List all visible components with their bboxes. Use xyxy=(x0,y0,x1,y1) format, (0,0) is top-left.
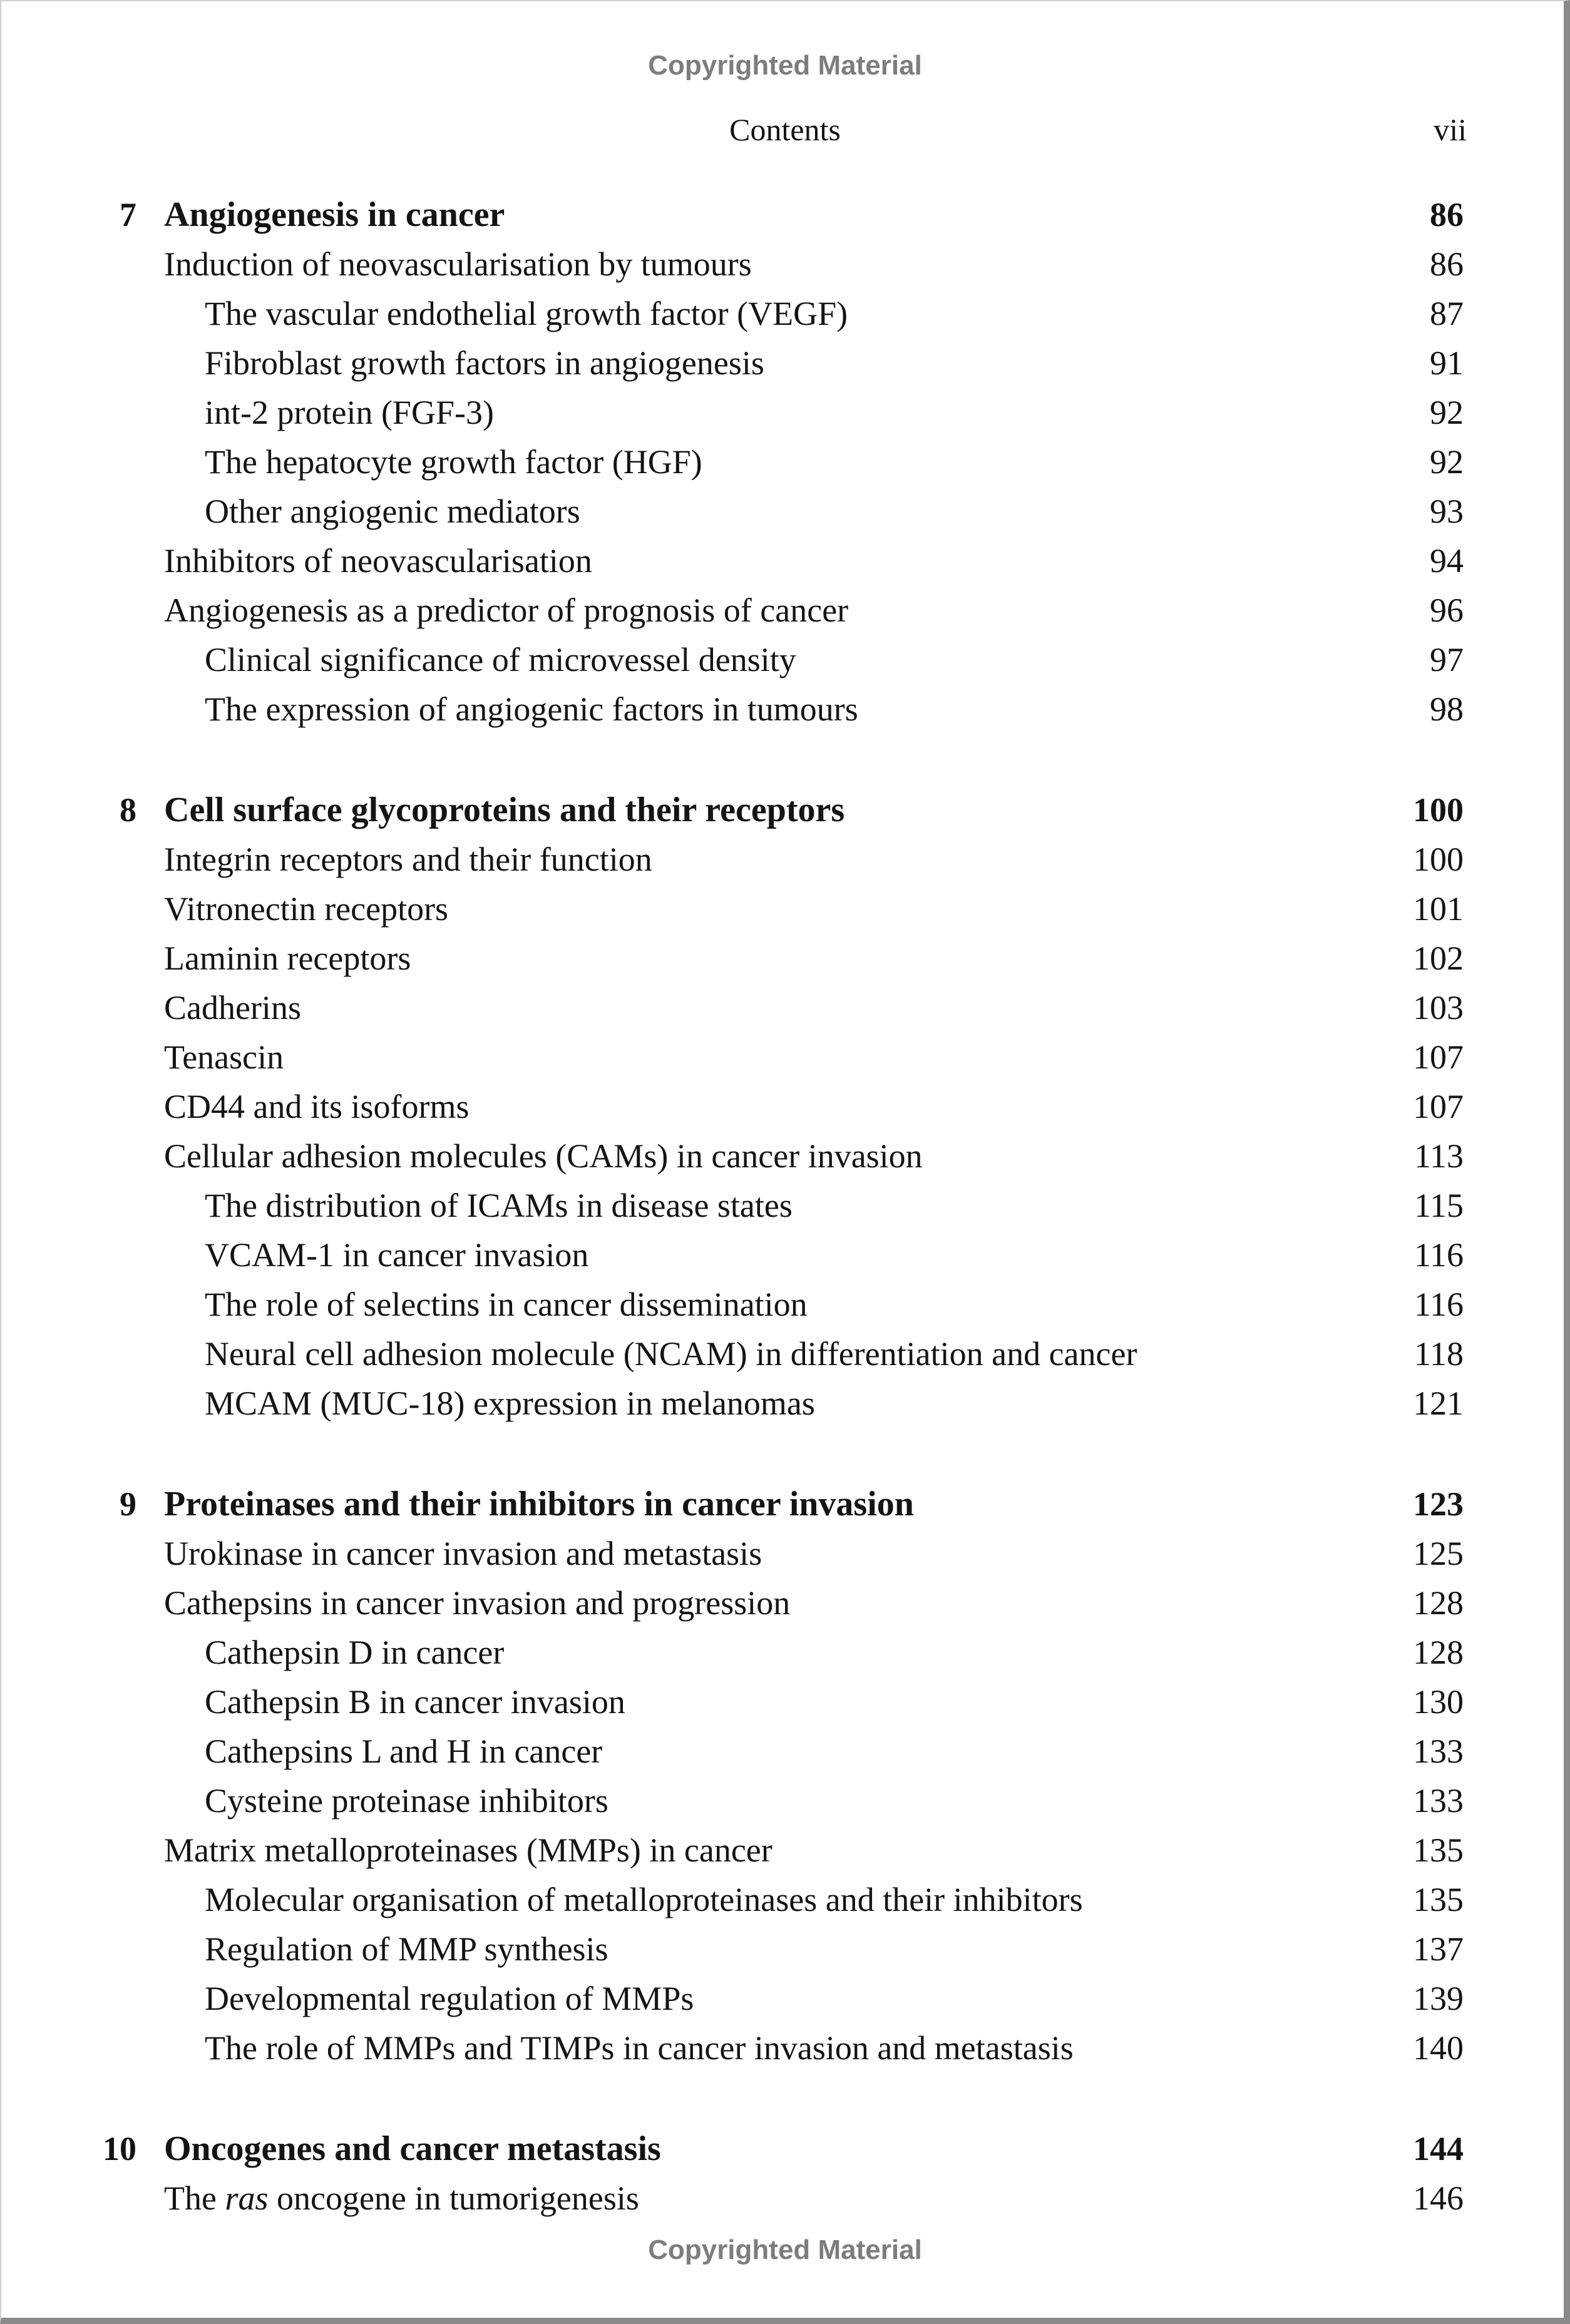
toc-entry[interactable] xyxy=(0,635,1570,685)
toc-entry[interactable] xyxy=(0,1280,1570,1329)
toc-entry[interactable] xyxy=(0,1379,1570,1428)
chapter-title: Angiogenesis in cancer xyxy=(164,195,505,234)
toc-entry-page: 139 xyxy=(1413,1980,1464,2017)
toc-entry-page: 137 xyxy=(1413,1930,1464,1968)
toc-entry[interactable] xyxy=(0,1974,1570,2024)
toc-entry[interactable] xyxy=(0,1628,1570,1677)
toc-entry[interactable] xyxy=(0,685,1570,734)
table-of-contents xyxy=(0,190,1570,2275)
chapter-number: 7 xyxy=(120,196,136,233)
toc-entry-page: 128 xyxy=(1413,1584,1464,1622)
chapter-number: 9 xyxy=(120,1485,136,1523)
toc-entry-title: int-2 protein (FGF-3) xyxy=(205,394,494,431)
toc-entry-page: 96 xyxy=(1430,591,1464,629)
chapter-title: Oncogenes and cancer metastasis xyxy=(164,2129,661,2168)
chapter-heading[interactable] xyxy=(0,786,1570,835)
toc-entry-page: 92 xyxy=(1430,443,1464,481)
toc-entry-page: 135 xyxy=(1413,1881,1464,1918)
chapter-8 xyxy=(0,786,1570,1428)
chapter-page: 100 xyxy=(1413,791,1464,829)
toc-entry-title: Urokinase in cancer invasion and metastasis xyxy=(164,1535,762,1572)
toc-entry-title: The distribution of ICAMs in disease states xyxy=(205,1187,793,1224)
toc-entry-title: Vitronectin receptors xyxy=(164,890,449,928)
chapter-page: 86 xyxy=(1430,196,1464,233)
toc-entry-page: 128 xyxy=(1413,1634,1464,1671)
toc-entry-title: Cysteine proteinase inhibitors xyxy=(205,1782,608,1820)
toc-entry-page: 97 xyxy=(1430,641,1464,678)
toc-entry-title: Cathepsin D in cancer xyxy=(205,1634,505,1671)
toc-entry[interactable] xyxy=(0,835,1570,884)
toc-entry-title: The role of selectins in cancer dissemination xyxy=(205,1286,808,1323)
toc-entry-page: 118 xyxy=(1414,1335,1464,1373)
toc-entry[interactable] xyxy=(0,536,1570,586)
toc-entry[interactable] xyxy=(0,240,1570,289)
toc-entry-title: The vascular endothelial growth factor (VEGF) xyxy=(205,295,848,332)
toc-entry-title: Molecular organisation of metalloproteinases and their inhibitors xyxy=(205,1881,1083,1918)
chapter-heading[interactable] xyxy=(0,1480,1570,1529)
toc-entry-page: 146 xyxy=(1413,2179,1464,2217)
toc-entry[interactable] xyxy=(0,1033,1570,1082)
toc-entry-page: 116 xyxy=(1414,1236,1464,1274)
toc-entry-page: 115 xyxy=(1414,1187,1464,1224)
toc-entry[interactable] xyxy=(0,1231,1570,1280)
toc-entry-page: 133 xyxy=(1413,1782,1464,1820)
toc-entry-title: Other angiogenic mediators xyxy=(205,493,580,530)
running-header-page-number: vii xyxy=(1434,112,1467,147)
running-header-title: Contents xyxy=(729,112,841,147)
chapter-number: 10 xyxy=(103,2130,136,2168)
toc-entry-page: 133 xyxy=(1413,1733,1464,1770)
toc-entry-title xyxy=(164,2174,639,2223)
toc-entry[interactable] xyxy=(0,388,1570,438)
toc-entry-page: 101 xyxy=(1413,890,1464,928)
toc-entry[interactable] xyxy=(0,487,1570,536)
toc-entry-page: 113 xyxy=(1414,1137,1464,1175)
toc-entry-title: Neural cell adhesion molecule (NCAM) in differentiation and cancer xyxy=(205,1335,1137,1373)
chapter-10 xyxy=(0,2124,1570,2223)
toc-entry[interactable] xyxy=(0,1181,1570,1231)
toc-entry-page: 140 xyxy=(1413,2029,1464,2067)
toc-entry-page: 86 xyxy=(1430,245,1464,283)
chapter-page: 144 xyxy=(1413,2130,1464,2168)
toc-entry[interactable] xyxy=(0,1776,1570,1826)
toc-entry-title: Cadherins xyxy=(164,989,301,1026)
toc-entry-title: MCAM (MUC-18) expression in melanomas xyxy=(205,1385,815,1422)
toc-entry[interactable] xyxy=(0,438,1570,487)
toc-entry[interactable] xyxy=(0,983,1570,1033)
toc-entry[interactable] xyxy=(0,1579,1570,1628)
chapter-7 xyxy=(0,190,1570,734)
toc-entry[interactable] xyxy=(0,884,1570,934)
toc-entry-title-suffix: oncogene in tumorigenesis xyxy=(268,2179,639,2217)
toc-entry-title: Integrin receptors and their function xyxy=(164,841,652,878)
toc-entry-page: 107 xyxy=(1413,1038,1464,1076)
toc-entry-page: 100 xyxy=(1413,841,1464,878)
toc-entry[interactable] xyxy=(0,2024,1570,2073)
chapter-9 xyxy=(0,1480,1570,2073)
toc-entry-page: 93 xyxy=(1430,493,1464,530)
toc-entry-title: Regulation of MMP synthesis xyxy=(205,1930,608,1968)
toc-entry-title: Cathepsins L and H in cancer xyxy=(205,1733,603,1770)
toc-entry-page: 125 xyxy=(1413,1535,1464,1572)
toc-entry-page: 94 xyxy=(1430,542,1464,580)
toc-entry[interactable] xyxy=(0,1925,1570,1974)
toc-entry-title-italic: ras xyxy=(225,2179,269,2217)
toc-entry-title: Angiogenesis as a predictor of prognosis of cancer xyxy=(164,591,849,629)
toc-entry[interactable] xyxy=(0,934,1570,983)
toc-entry-title: VCAM-1 in cancer invasion xyxy=(205,1236,589,1274)
toc-entry[interactable] xyxy=(0,1677,1570,1727)
toc-entry-page: 130 xyxy=(1413,1683,1464,1721)
toc-entry-title: Tenascin xyxy=(164,1038,284,1076)
toc-entry-title: Fibroblast growth factors in angiogenesis xyxy=(205,344,764,382)
toc-entry-title: The role of MMPs and TIMPs in cancer invasion and metastasis xyxy=(205,2029,1074,2067)
toc-entry-page: 87 xyxy=(1430,295,1464,332)
toc-entry[interactable] xyxy=(0,1132,1570,1181)
toc-entry-title: Clinical significance of microvessel density xyxy=(205,641,796,678)
toc-entry[interactable] xyxy=(0,1875,1570,1925)
toc-entry-title: The expression of angiogenic factors in tumours xyxy=(205,690,858,728)
toc-entry-page: 102 xyxy=(1413,939,1464,977)
toc-entry-title: Cellular adhesion molecules (CAMs) in cancer invasion xyxy=(164,1137,923,1175)
copyright-watermark-bottom: Copyrighted Material xyxy=(648,2234,922,2265)
toc-entry[interactable] xyxy=(0,1727,1570,1776)
toc-entry[interactable] xyxy=(0,586,1570,635)
chapter-title: Cell surface glycoproteins and their receptors xyxy=(164,791,845,829)
toc-entry[interactable] xyxy=(0,289,1570,339)
toc-entry-page: 116 xyxy=(1414,1286,1464,1323)
chapter-page: 123 xyxy=(1413,1485,1464,1523)
toc-entry-title: CD44 and its isoforms xyxy=(164,1088,469,1125)
chapter-heading[interactable] xyxy=(0,190,1570,240)
toc-entry-title: The hepatocyte growth factor (HGF) xyxy=(205,443,702,481)
toc-entry[interactable] xyxy=(0,1529,1570,1579)
toc-entry[interactable] xyxy=(0,339,1570,388)
chapter-title: Proteinases and their inhibitors in cancer invasion xyxy=(164,1485,914,1523)
toc-entry-title: Induction of neovascularisation by tumours xyxy=(164,245,752,283)
toc-entry-title: Inhibitors of neovascularisation xyxy=(164,542,592,580)
toc-entry[interactable] xyxy=(0,1329,1570,1379)
toc-entry[interactable] xyxy=(0,1082,1570,1132)
toc-entry-title: Developmental regulation of MMPs xyxy=(205,1980,694,2017)
toc-entry-title: Matrix metalloproteinases (MMPs) in cancer xyxy=(164,1831,772,1869)
toc-entry-page: 92 xyxy=(1430,394,1464,431)
toc-entry-title: Cathepsin B in cancer invasion xyxy=(205,1683,625,1721)
toc-entry[interactable] xyxy=(0,1826,1570,1875)
toc-entry-title: Cathepsins in cancer invasion and progression xyxy=(164,1584,791,1622)
toc-entry-page: 107 xyxy=(1413,1088,1464,1125)
toc-entry-title-prefix: The xyxy=(164,2179,225,2217)
copyright-watermark-top: Copyrighted Material xyxy=(648,50,922,81)
toc-entry-page: 121 xyxy=(1413,1385,1464,1422)
toc-entry-page: 135 xyxy=(1413,1831,1464,1869)
toc-entry-page: 103 xyxy=(1413,989,1464,1026)
toc-entry[interactable] xyxy=(0,2174,1570,2223)
chapter-number: 8 xyxy=(120,791,136,829)
chapter-heading[interactable] xyxy=(0,2124,1570,2174)
toc-entry-title: Laminin receptors xyxy=(164,939,411,977)
toc-entry-page: 98 xyxy=(1430,690,1464,728)
toc-entry-page: 91 xyxy=(1430,344,1464,382)
